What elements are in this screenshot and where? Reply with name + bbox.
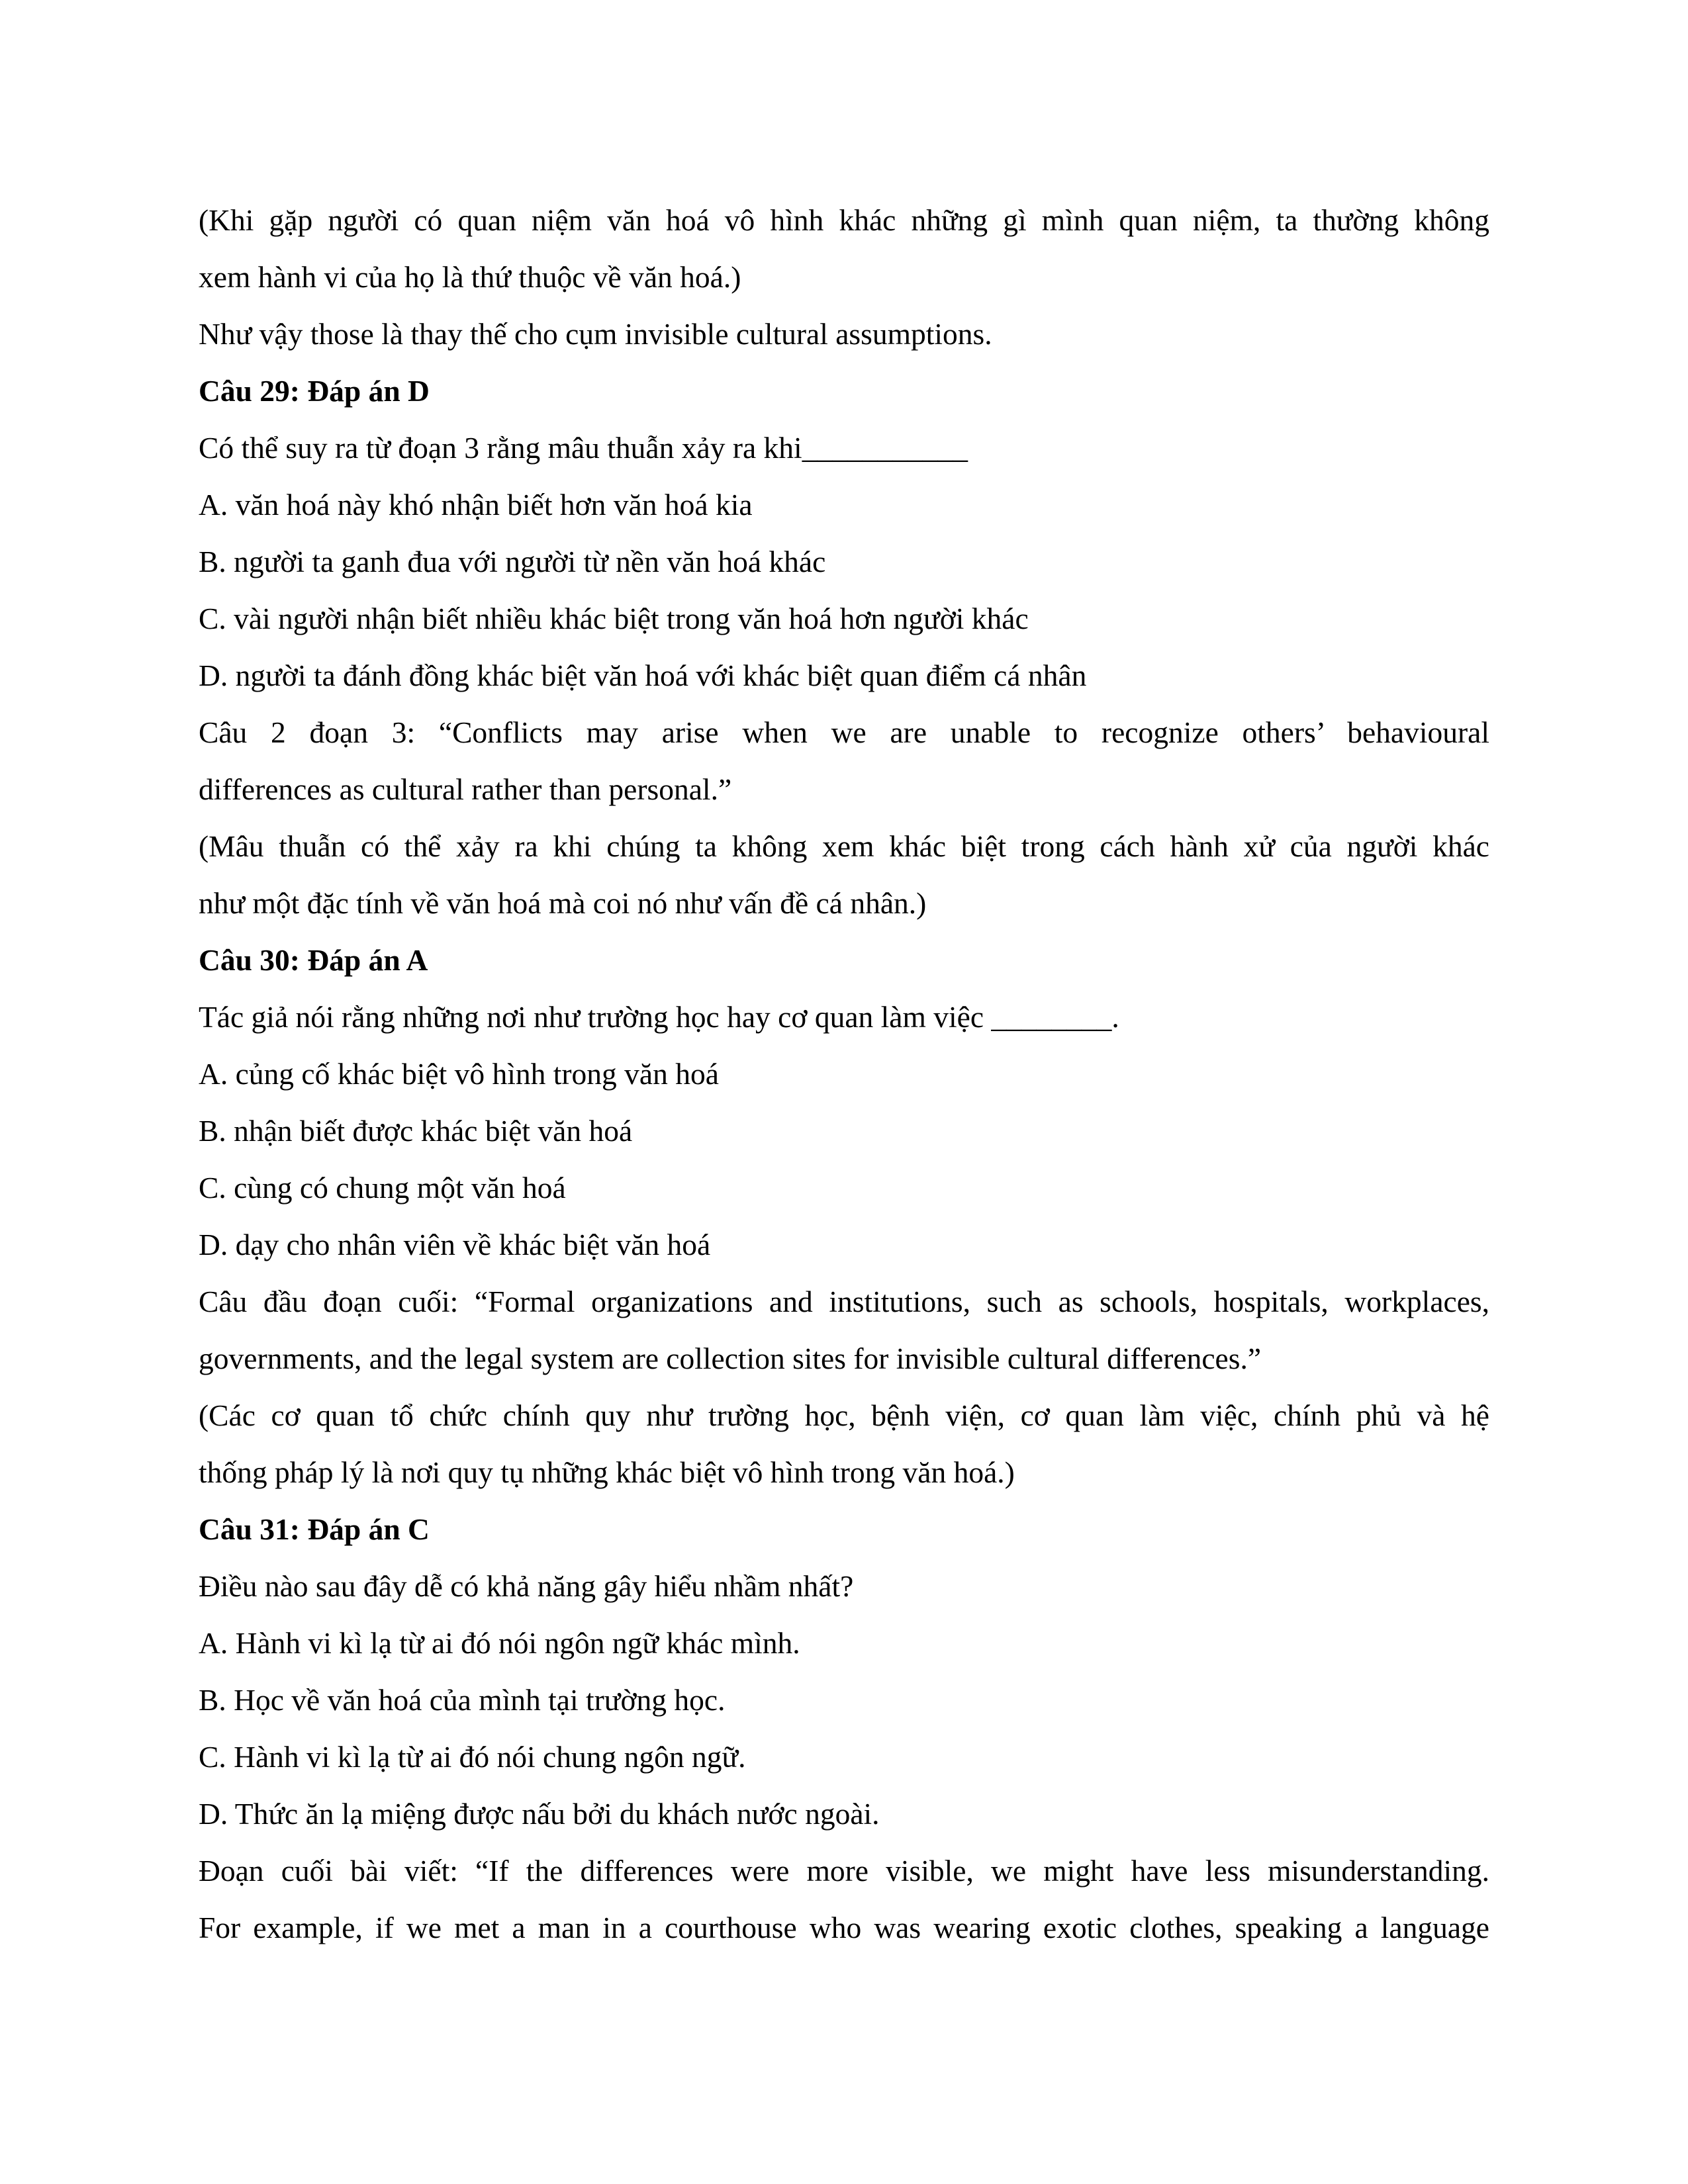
text-line: thống pháp lý là nơi quy tụ những khác biệt vô hình trong văn hoá.): [199, 1455, 1015, 1489]
text-line: C. vài người nhận biết nhiều khác biệt trong văn hoá hơn người khác: [199, 602, 1029, 635]
text-line: B. Học về văn hoá của mình tại trường học.: [199, 1683, 726, 1717]
text-line: For example, if we met a man in a courthouse who was wearing exotic clothes, speaking a language: [199, 1911, 1489, 1944]
text-line: (Các cơ quan tổ chức chính quy như trường học, bệnh viện, cơ quan làm việc, chính phủ và hệ: [199, 1398, 1489, 1432]
text-line: Điều nào sau đây dễ có khả năng gây hiểu nhầm nhất?: [199, 1569, 854, 1603]
text-line: Câu đầu đoạn cuối: “Formal organizations and institutions, such as schools, hospitals, workplaces,: [199, 1285, 1489, 1318]
text-line: A. văn hoá này khó nhận biết hơn văn hoá kia: [199, 488, 753, 522]
text-line: D. dạy cho nhân viên về khác biệt văn hoá: [199, 1228, 711, 1261]
text-line: D. Thức ăn lạ miệng được nấu bởi du khách nước ngoài.: [199, 1797, 880, 1831]
question-heading: Câu 30: Đáp án A: [199, 943, 428, 977]
text-line: B. người ta ganh đua với người từ nền văn hoá khác: [199, 545, 826, 578]
text-line: D. người ta đánh đồng khác biệt văn hoá với khác biệt quan điểm cá nhân: [199, 659, 1087, 692]
text-line: C. cùng có chung một văn hoá: [199, 1171, 566, 1205]
text-line: Như vậy those là thay thế cho cụm invisible cultural assumptions.: [199, 317, 992, 351]
question-heading: Câu 29: Đáp án D: [199, 374, 430, 408]
text-line: xem hành vi của họ là thứ thuộc về văn hoá.): [199, 260, 741, 294]
text-line: C. Hành vi kì lạ từ ai đó nói chung ngôn ngữ.: [199, 1740, 746, 1774]
text-line: Câu 2 đoạn 3: “Conflicts may arise when we are unable to recognize others’ behavioural: [199, 715, 1489, 749]
question-heading: Câu 31: Đáp án C: [199, 1512, 430, 1546]
text-line: Có thể suy ra từ đoạn 3 rằng mâu thuẫn xảy ra khi___________: [199, 431, 968, 465]
text-line: A. củng cố khác biệt vô hình trong văn hoá: [199, 1057, 719, 1091]
text-line: Đoạn cuối bài viết: “If the differences were more visible, we might have less misunderstanding.: [199, 1854, 1489, 1888]
text-line: governments, and the legal system are collection sites for invisible cultural differences.”: [199, 1342, 1262, 1375]
text-line: B. nhận biết được khác biệt văn hoá: [199, 1114, 633, 1148]
text-line: như một đặc tính về văn hoá mà coi nó như vấn đề cá nhân.): [199, 886, 927, 920]
text-line: (Khi gặp người có quan niệm văn hoá vô hình khác những gì mình quan niệm, ta thường không: [199, 203, 1489, 237]
text-line: (Mâu thuẫn có thể xảy ra khi chúng ta không xem khác biệt trong cách hành xử của người khác: [199, 829, 1489, 863]
text-line: A. Hành vi kì lạ từ ai đó nói ngôn ngữ khác mình.: [199, 1626, 800, 1660]
text-line: differences as cultural rather than personal.”: [199, 772, 732, 806]
text-line: Tác giả nói rằng những nơi như trường học hay cơ quan làm việc ________.: [199, 1000, 1119, 1034]
document-page: [199, 192, 1489, 1956]
